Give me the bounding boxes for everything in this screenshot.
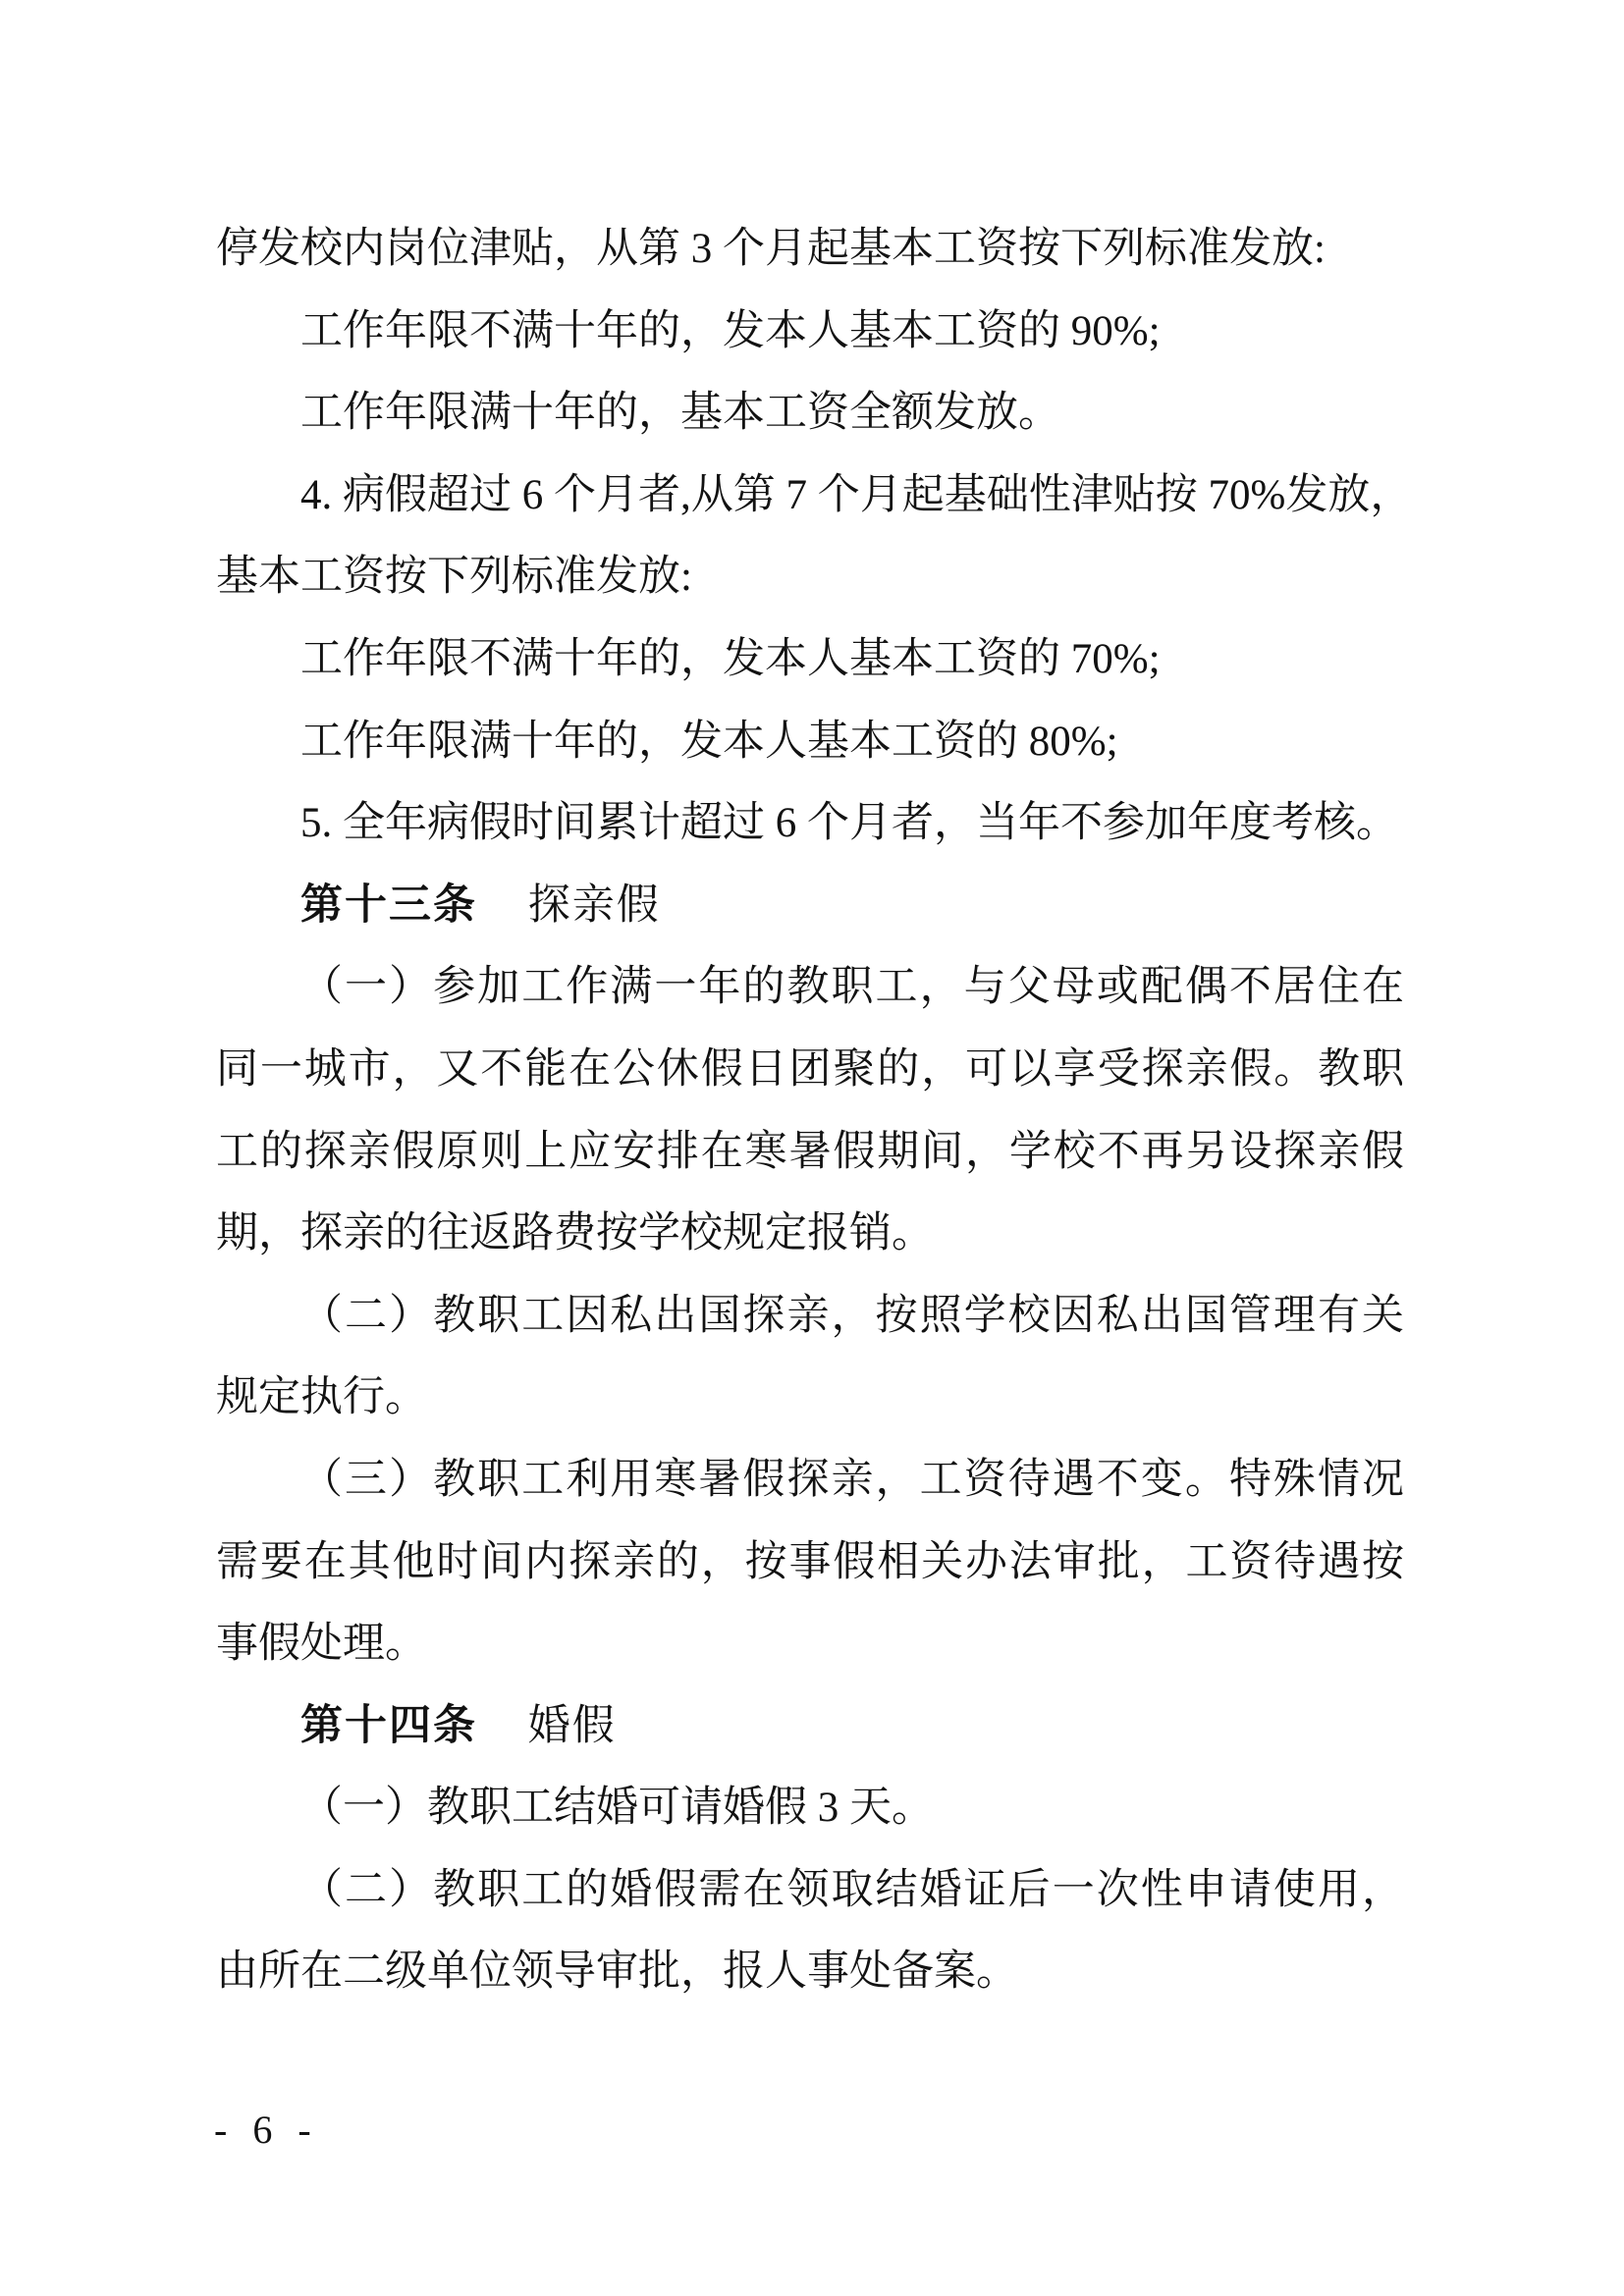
text-line: 事假处理。 (216, 1621, 427, 1668)
text-line: 需要在其他时间内探亲的，按事假相关办法审批，工资待遇按 (216, 1538, 1404, 1585)
document-body (216, 208, 1413, 2013)
text-line: 基本工资按下列标准发放: (216, 554, 692, 601)
text-line: 4. 病假超过 6 个月者,从第 7 个月起基础性津贴按 70%发放， (300, 471, 1413, 518)
text-line: （一）参加工作满一年的教职工，与父母或配偶不居住在 (300, 964, 1404, 1011)
text-line: 规定执行。 (216, 1374, 427, 1421)
text-line: 工作年限满十年的，发本人基本工资的 80%; (300, 718, 1118, 765)
text-line: （一）教职工结婚可请婚假 3 天。 (300, 1785, 934, 1832)
text-line: 工的探亲假原则上应安排在寒暑假期间，学校不再另设探亲假 (216, 1128, 1404, 1175)
text-line: 期，探亲的往返路费按学校规定报销。 (216, 1210, 934, 1257)
text-line: 5. 全年病假时间累计超过 6 个月者，当年不参加年度考核。 (300, 800, 1398, 847)
article-title: 婚假 (527, 1702, 617, 1749)
text-line: 工作年限满十年的，基本工资全额发放。 (300, 390, 1060, 437)
page-number: - 6 - (214, 2108, 319, 2152)
text-line: 同一城市，又不能在公休假日团聚的，可以享受探亲假。教职 (216, 1045, 1404, 1093)
text-line: （二）教职工因私出国探亲，按照学校因私出国管理有关 (300, 1292, 1404, 1339)
article-title: 探亲假 (527, 881, 661, 929)
article-14-heading (216, 1685, 1404, 1768)
text-line: 停发校内岗位津贴，从第 3 个月起基本工资按下列标准发放: (216, 226, 1326, 272)
article-13-heading (216, 865, 1404, 947)
article-number: 第十三条 (300, 881, 477, 929)
text-line: （二）教职工的婚假需在领取结婚证后一次性申请使用， (300, 1866, 1404, 1913)
text-line: 由所在二级单位领导审批，报人事处备案。 (216, 1949, 1018, 1996)
article-number: 第十四条 (300, 1702, 477, 1749)
text-line: 工作年限不满十年的，发本人基本工资的 70%; (300, 635, 1161, 682)
text-line: （三）教职工利用寒暑假探亲，工资待遇不变。特殊情况 (300, 1456, 1404, 1503)
text-line: 工作年限不满十年的，发本人基本工资的 90%; (300, 307, 1161, 354)
